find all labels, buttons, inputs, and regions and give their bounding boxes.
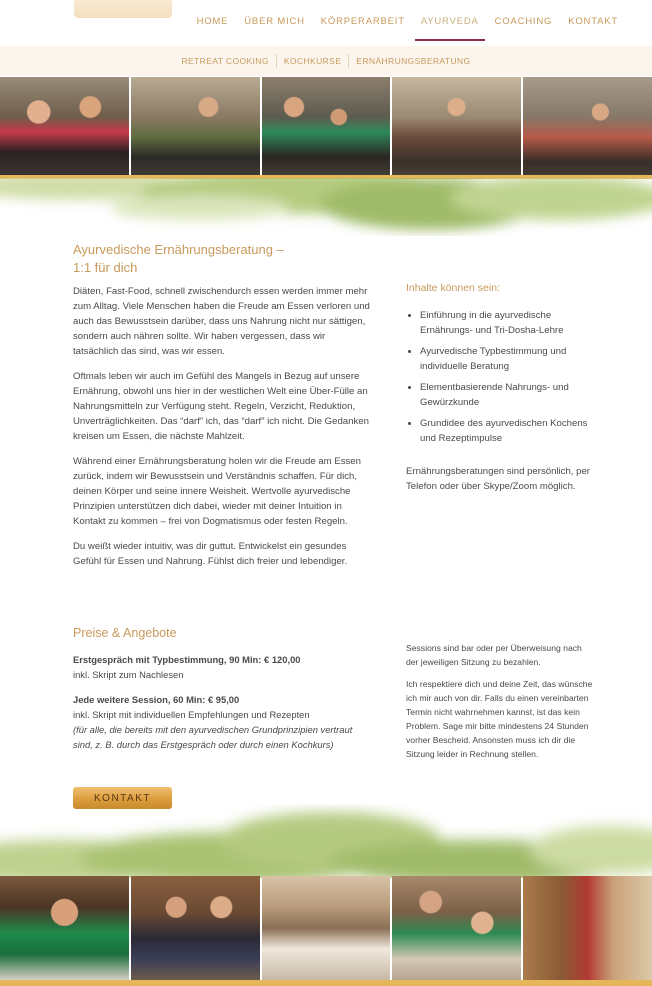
list-item: • Elementbasierende Nahrungs- und Gewürzkunde bbox=[420, 380, 596, 410]
page-title-line-2: 1:1 für dich bbox=[73, 260, 138, 275]
intro-text bbox=[73, 284, 373, 579]
watercolor-wash bbox=[0, 800, 652, 878]
photo-cooking-3 bbox=[262, 77, 391, 177]
intro-paragraph: Diäten, Fast-Food, schnell zwischendurch essen werden immer mehr zum Alltag. Viele Menschen haben die Freude am Essen verloren und auch das Bewusstsein darüber, dass uns Nahrung nicht nur sättigen, sondern auch nähren sollte. Wir haben vergessen, dass wir tatsächlich das sind, was wir essen. bbox=[73, 286, 370, 357]
page-title bbox=[73, 241, 284, 277]
page-title-line-1: Ayurvedische Ernährungsberatung – bbox=[73, 242, 284, 257]
photo-workshop-4 bbox=[392, 876, 521, 980]
contents-note: Ernährungsberatungen sind persönlich, per Telefon oder über Skype/Zoom möglich. bbox=[406, 466, 591, 492]
contents-list bbox=[406, 308, 596, 446]
payment-terms bbox=[406, 641, 596, 769]
photo-cooking-2 bbox=[131, 77, 260, 177]
intro-paragraph: Du weißt wieder intuitiv, was dir guttut. Entwickelst ein gesundes Gefühl für Essen und Nahrung. Fühlst dich freier und lebendiger. bbox=[73, 541, 348, 567]
subnav-kochkurse[interactable]: KOCHKURSE bbox=[283, 56, 342, 66]
price-first-note: inkl. Skript zum Nachlesen bbox=[73, 669, 184, 680]
photo-workshop-2 bbox=[131, 876, 260, 980]
subnav-ernaehrungsberatung[interactable]: ERNÄHRUNGSBERATUNG bbox=[356, 56, 471, 66]
list-item: • Ayurvedische Typbestimmung und individuelle Beratung bbox=[420, 344, 596, 374]
nav-coaching[interactable]: COACHING bbox=[494, 16, 553, 27]
watercolor-wash bbox=[0, 178, 652, 248]
sub-nav bbox=[0, 46, 652, 76]
price-next-note: inkl. Skript mit individuellen Empfehlungen und Rezepten bbox=[73, 709, 310, 720]
nav-kontakt[interactable]: KONTAKT bbox=[568, 16, 618, 27]
subnav-retreat-cooking[interactable]: RETREAT COOKING bbox=[181, 56, 269, 66]
price-next-session: Jede weitere Session, 60 Min: € 95,00 bbox=[73, 694, 240, 705]
top-photo-strip bbox=[0, 77, 652, 177]
bottom-photo-strip bbox=[0, 876, 652, 980]
price-next-italic: (für alle, die bereits mit den ayurvedischen Grundprinzipien vertraut sind, z. B. durch das Erstgespräch oder durch einen Kochkurs) bbox=[73, 724, 353, 750]
photo-workshop-3 bbox=[262, 876, 391, 980]
nav-ueber-mich[interactable]: ÜBER MICH bbox=[244, 16, 305, 27]
intro-paragraph: Während einer Ernährungsberatung holen wir die Freude am Essen zurück, indem wir Bewusstsein und Verständnis schaffen. Für dich, deinen Körper und seine innere Weisheit. Wertvolle ayurvedische Prinzipien unterstützen dich dabei, wieder mit deiner Intuition in Kontakt zu kommen – frei von Dogmatismus oder festen Regeln. bbox=[73, 456, 361, 527]
terms-paragraph: Sessions sind bar oder per Überweisung nach der jeweiligen Sitzung zu bezahlen. bbox=[406, 643, 582, 667]
kontakt-button[interactable]: KONTAKT bbox=[73, 787, 172, 809]
contents-title: Inhalte können sein: bbox=[406, 282, 500, 294]
gold-divider bbox=[0, 980, 652, 986]
logo[interactable] bbox=[74, 0, 172, 18]
list-item: • Grundidee des ayurvedischen Kochens und Rezeptimpulse bbox=[420, 416, 596, 446]
main-nav bbox=[197, 16, 618, 41]
photo-cooking-5 bbox=[523, 77, 652, 177]
prices-title: Preise & Angebote bbox=[73, 626, 177, 640]
contents-box bbox=[406, 281, 596, 494]
photo-cooking-1 bbox=[0, 77, 129, 177]
nav-ayurveda[interactable]: AYURVEDA bbox=[421, 16, 479, 41]
list-item: • Einführung in die ayurvedische Ernährungs- und Tri-Dosha-Lehre bbox=[420, 308, 596, 338]
nav-home[interactable]: HOME bbox=[196, 16, 229, 27]
terms-paragraph: Ich respektiere dich und deine Zeit, das wünsche ich mir auch von dir. Falls du einen vereinbarten Termin nicht wahrnehmen kannst, ist das kein Problem. Sage mir bitte mindestens 24 Stunden vorher Bescheid. Ansonsten muss ich dir die Sitzung leider in Rechnung stellen. bbox=[406, 679, 593, 759]
site-header bbox=[0, 0, 652, 47]
photo-cooking-4 bbox=[392, 77, 521, 177]
photo-workshop-5 bbox=[523, 876, 652, 980]
price-first-session: Erstgespräch mit Typbestimmung, 90 Min: € 120,00 bbox=[73, 654, 301, 665]
intro-paragraph: Oftmals leben wir auch im Gefühl des Mangels in Bezug auf unsere Ernährung, obwohl uns hier in der westlichen Welt eine Über-Fülle an Nahrungsmitteln zur Verfügung steht. Regeln, Verzicht, Reduktion, Unverträglichkeiten. Das “darf” ich, das “darf” ich nicht. Die Gedanken kreisen um Essen, die nächste Mahlzeit. bbox=[73, 371, 369, 442]
photo-workshop-1 bbox=[0, 876, 129, 980]
nav-koerperarbeit[interactable]: KÖRPERARBEIT bbox=[320, 16, 405, 27]
prices-text bbox=[73, 652, 373, 762]
